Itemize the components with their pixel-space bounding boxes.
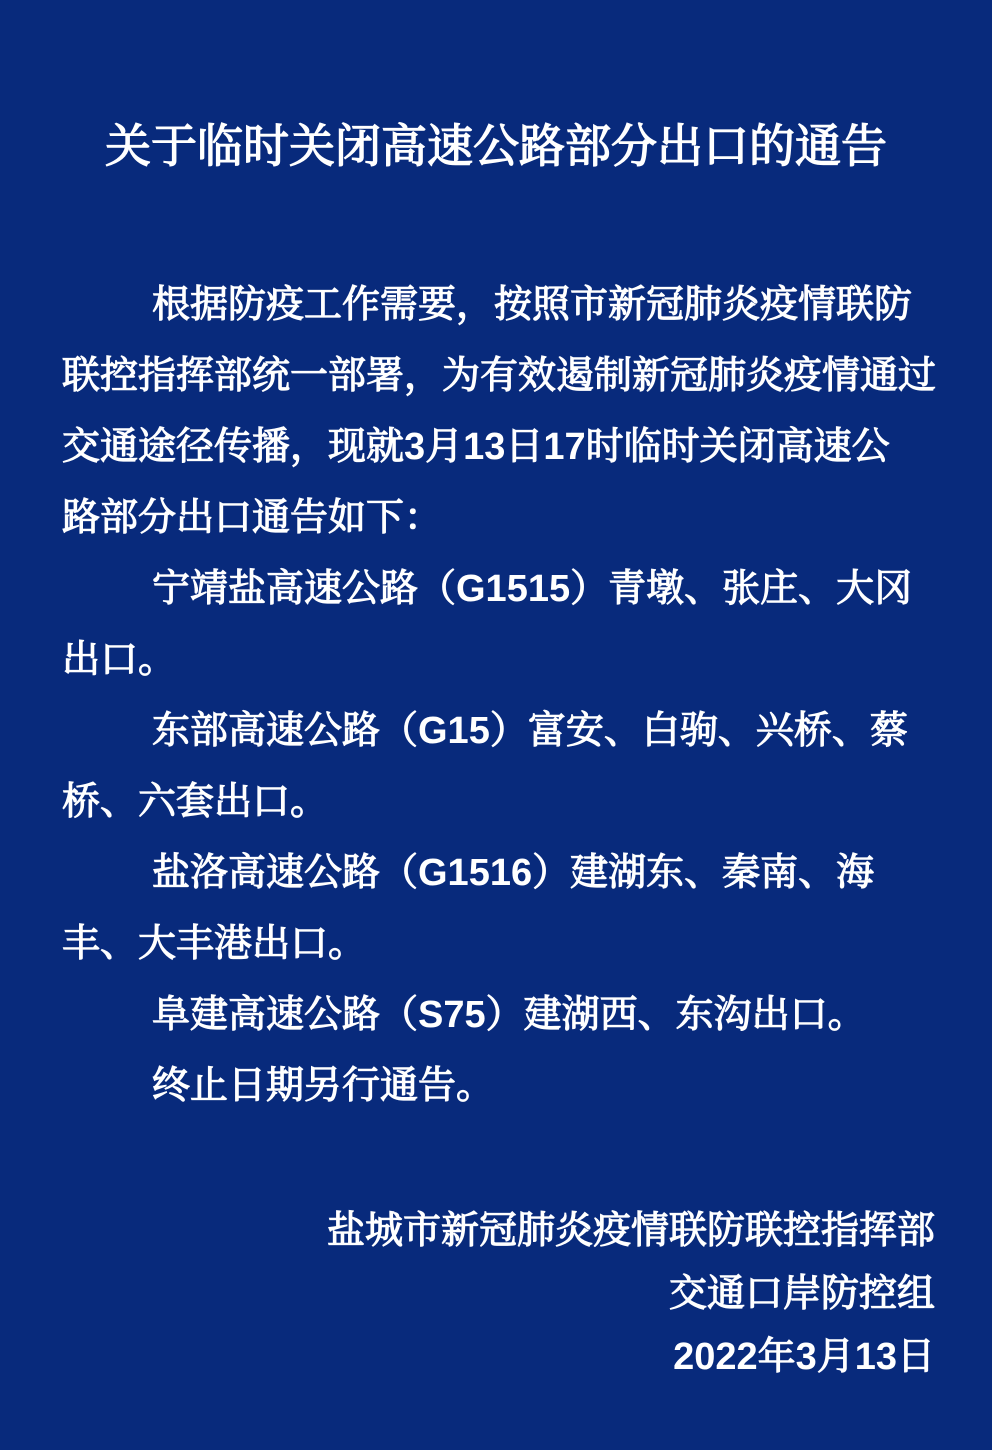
body-line: 宁靖盐高速公路（G1515）青墩、张庄、大冈 <box>152 568 913 610</box>
signature-date: 2022年3月13日 <box>673 1336 935 1378</box>
body-line: 桥、六套出口。 <box>62 781 329 823</box>
paragraph-highway-g1516 <box>62 838 936 980</box>
body-line: 路部分出口通告如下： <box>62 497 443 539</box>
notice-signature <box>0 1200 992 1389</box>
body-line: 交通途径传播，现就3月13日17时临时关闭高速公 <box>62 426 890 468</box>
body-line: 根据防疫工作需要，按照市新冠肺炎疫情联防 <box>152 284 913 326</box>
paragraph-highway-s75 <box>62 980 936 1051</box>
signature-department: 交通口岸防控组 <box>668 1273 935 1315</box>
body-line: 终止日期另行通告。 <box>152 1065 495 1107</box>
body-line: 丰、大丰港出口。 <box>62 923 367 965</box>
notice-title: 关于临时关闭高速公路部分出口的通告 <box>105 120 887 172</box>
paragraph-highway-g1515 <box>62 554 936 696</box>
body-line: 阜建高速公路（S75）建湖西、东沟出口。 <box>152 994 866 1036</box>
paragraph-highway-g15 <box>62 696 936 838</box>
notice-body <box>0 270 992 1122</box>
paragraph-intro <box>62 270 936 554</box>
body-line: 东部高速公路（G15）富安、白驹、兴桥、蔡 <box>152 710 908 752</box>
body-line: 出口。 <box>62 639 177 681</box>
signature-organization: 盐城市新冠肺炎疫情联防联控指挥部 <box>326 1210 935 1252</box>
body-line: 联控指挥部统一部署，为有效遏制新冠肺炎疫情通过 <box>62 355 937 397</box>
body-line: 盐洛高速公路（G1516）建湖东、秦南、海 <box>152 852 875 894</box>
paragraph-end-date <box>62 1051 936 1122</box>
